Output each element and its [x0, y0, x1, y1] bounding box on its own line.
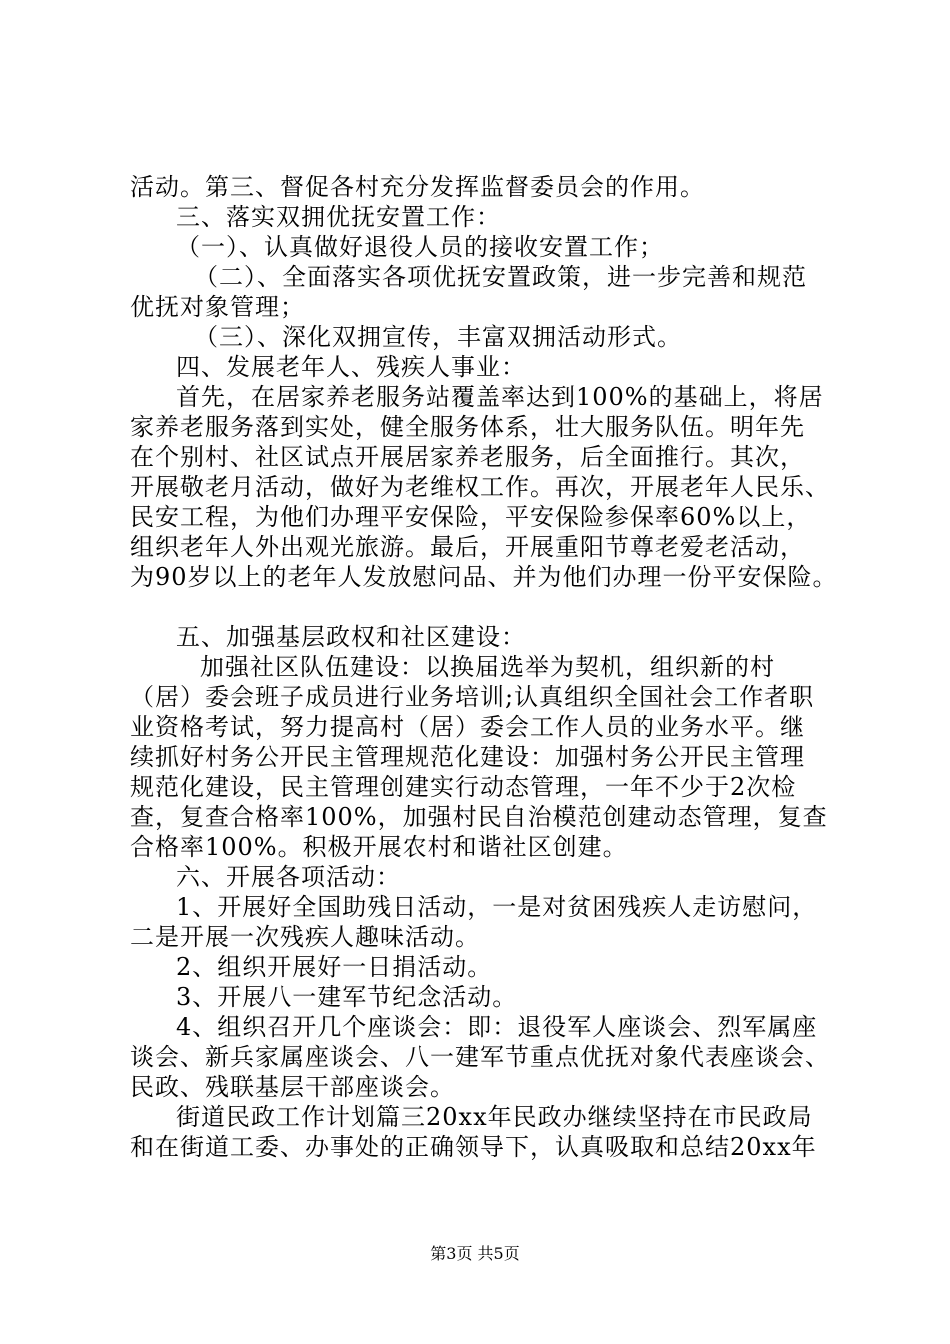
text-line: 家养老服务落到实处，健全服务体系，壮大服务队伍。明年先: [130, 413, 805, 441]
text-line: 二是开展一次残疾人趣味活动。: [130, 923, 480, 951]
section-heading: 五、加强基层政权和社区建设：: [176, 623, 526, 651]
text-line: 规范化建设，民主管理创建实行动态管理，一年不少于2次检: [130, 773, 797, 801]
text-line: 为90岁以上的老年人发放慰问品、并为他们办理一份平安保险。: [130, 563, 838, 591]
text-line: 续抓好村务公开民主管理规范化建设：加强村务公开民主管理: [130, 743, 805, 771]
text-line: 开展敬老月活动，做好为老维权工作。再次，开展老年人民乐、: [130, 473, 830, 501]
text-line: 和在街道工委、办事处的正确领导下，认真吸取和总结20xx年: [130, 1133, 817, 1161]
text-line: （三）、深化双拥宣传，丰富双拥活动形式。: [194, 323, 682, 351]
text-line: 组织老年人外出观光旅游。最后，开展重阳节尊老爱老活动，: [130, 533, 805, 561]
text-line: 合格率100%。积极开展农村和谐社区创建。: [130, 833, 628, 861]
text-line: 3、开展八一建军节纪念活动。: [176, 983, 518, 1011]
page-number-footer: 第3页 共5页: [430, 1244, 520, 1263]
text-line: 查，复查合格率100%，加强村民自治模范创建动态管理，复查: [130, 803, 828, 831]
text-line: （二）、全面落实各项优抚安置政策，进一步完善和规范: [194, 263, 807, 291]
section-heading: 四、发展老年人、残疾人事业：: [176, 353, 526, 381]
text-line: 在个别村、社区试点开展居家养老服务，后全面推行。其次，: [130, 443, 805, 471]
text-line: 1、开展好全国助残日活动，一是对贫困残疾人走访慰问，: [176, 893, 818, 921]
text-line: 谈会、新兵家属座谈会、八一建军节重点优抚对象代表座谈会、: [130, 1043, 830, 1071]
paragraph-gap: [130, 592, 830, 622]
text-line: 优抚对象管理；: [130, 293, 305, 321]
text-line: 4、组织召开几个座谈会：即：退役军人座谈会、烈军属座: [176, 1013, 818, 1041]
text-line: 民政、残联基层干部座谈会。: [130, 1073, 455, 1101]
text-line: 加强社区队伍建设：以换届选举为契机，组织新的村: [200, 653, 775, 681]
text-line: （一）、认真做好退役人员的接收安置工作；: [176, 233, 664, 261]
section-heading: 六、开展各项活动：: [176, 863, 401, 891]
text-line: 民安工程，为他们办理平安保险，平安保险参保率60%以上，: [130, 503, 812, 531]
document-body: [130, 172, 838, 1162]
section-heading: 三、落实双拥优抚安置工作：: [176, 203, 501, 231]
text-line: 活动。第三、督促各村充分发挥监督委员会的作用。: [130, 173, 705, 201]
text-line: 首先，在居家养老服务站覆盖率达到100%的基础上，将居: [176, 383, 824, 411]
text-line: 街道民政工作计划篇三20xx年民政办继续坚持在市民政局: [176, 1103, 813, 1131]
text-line: （居）委会班子成员进行业务培训;认真组织全国社会工作者职: [130, 683, 815, 711]
text-line: 业资格考试，努力提高村（居）委会工作人员的业务水平。继: [130, 713, 805, 741]
text-line: 2、组织开展好一日捐活动。: [176, 953, 493, 981]
